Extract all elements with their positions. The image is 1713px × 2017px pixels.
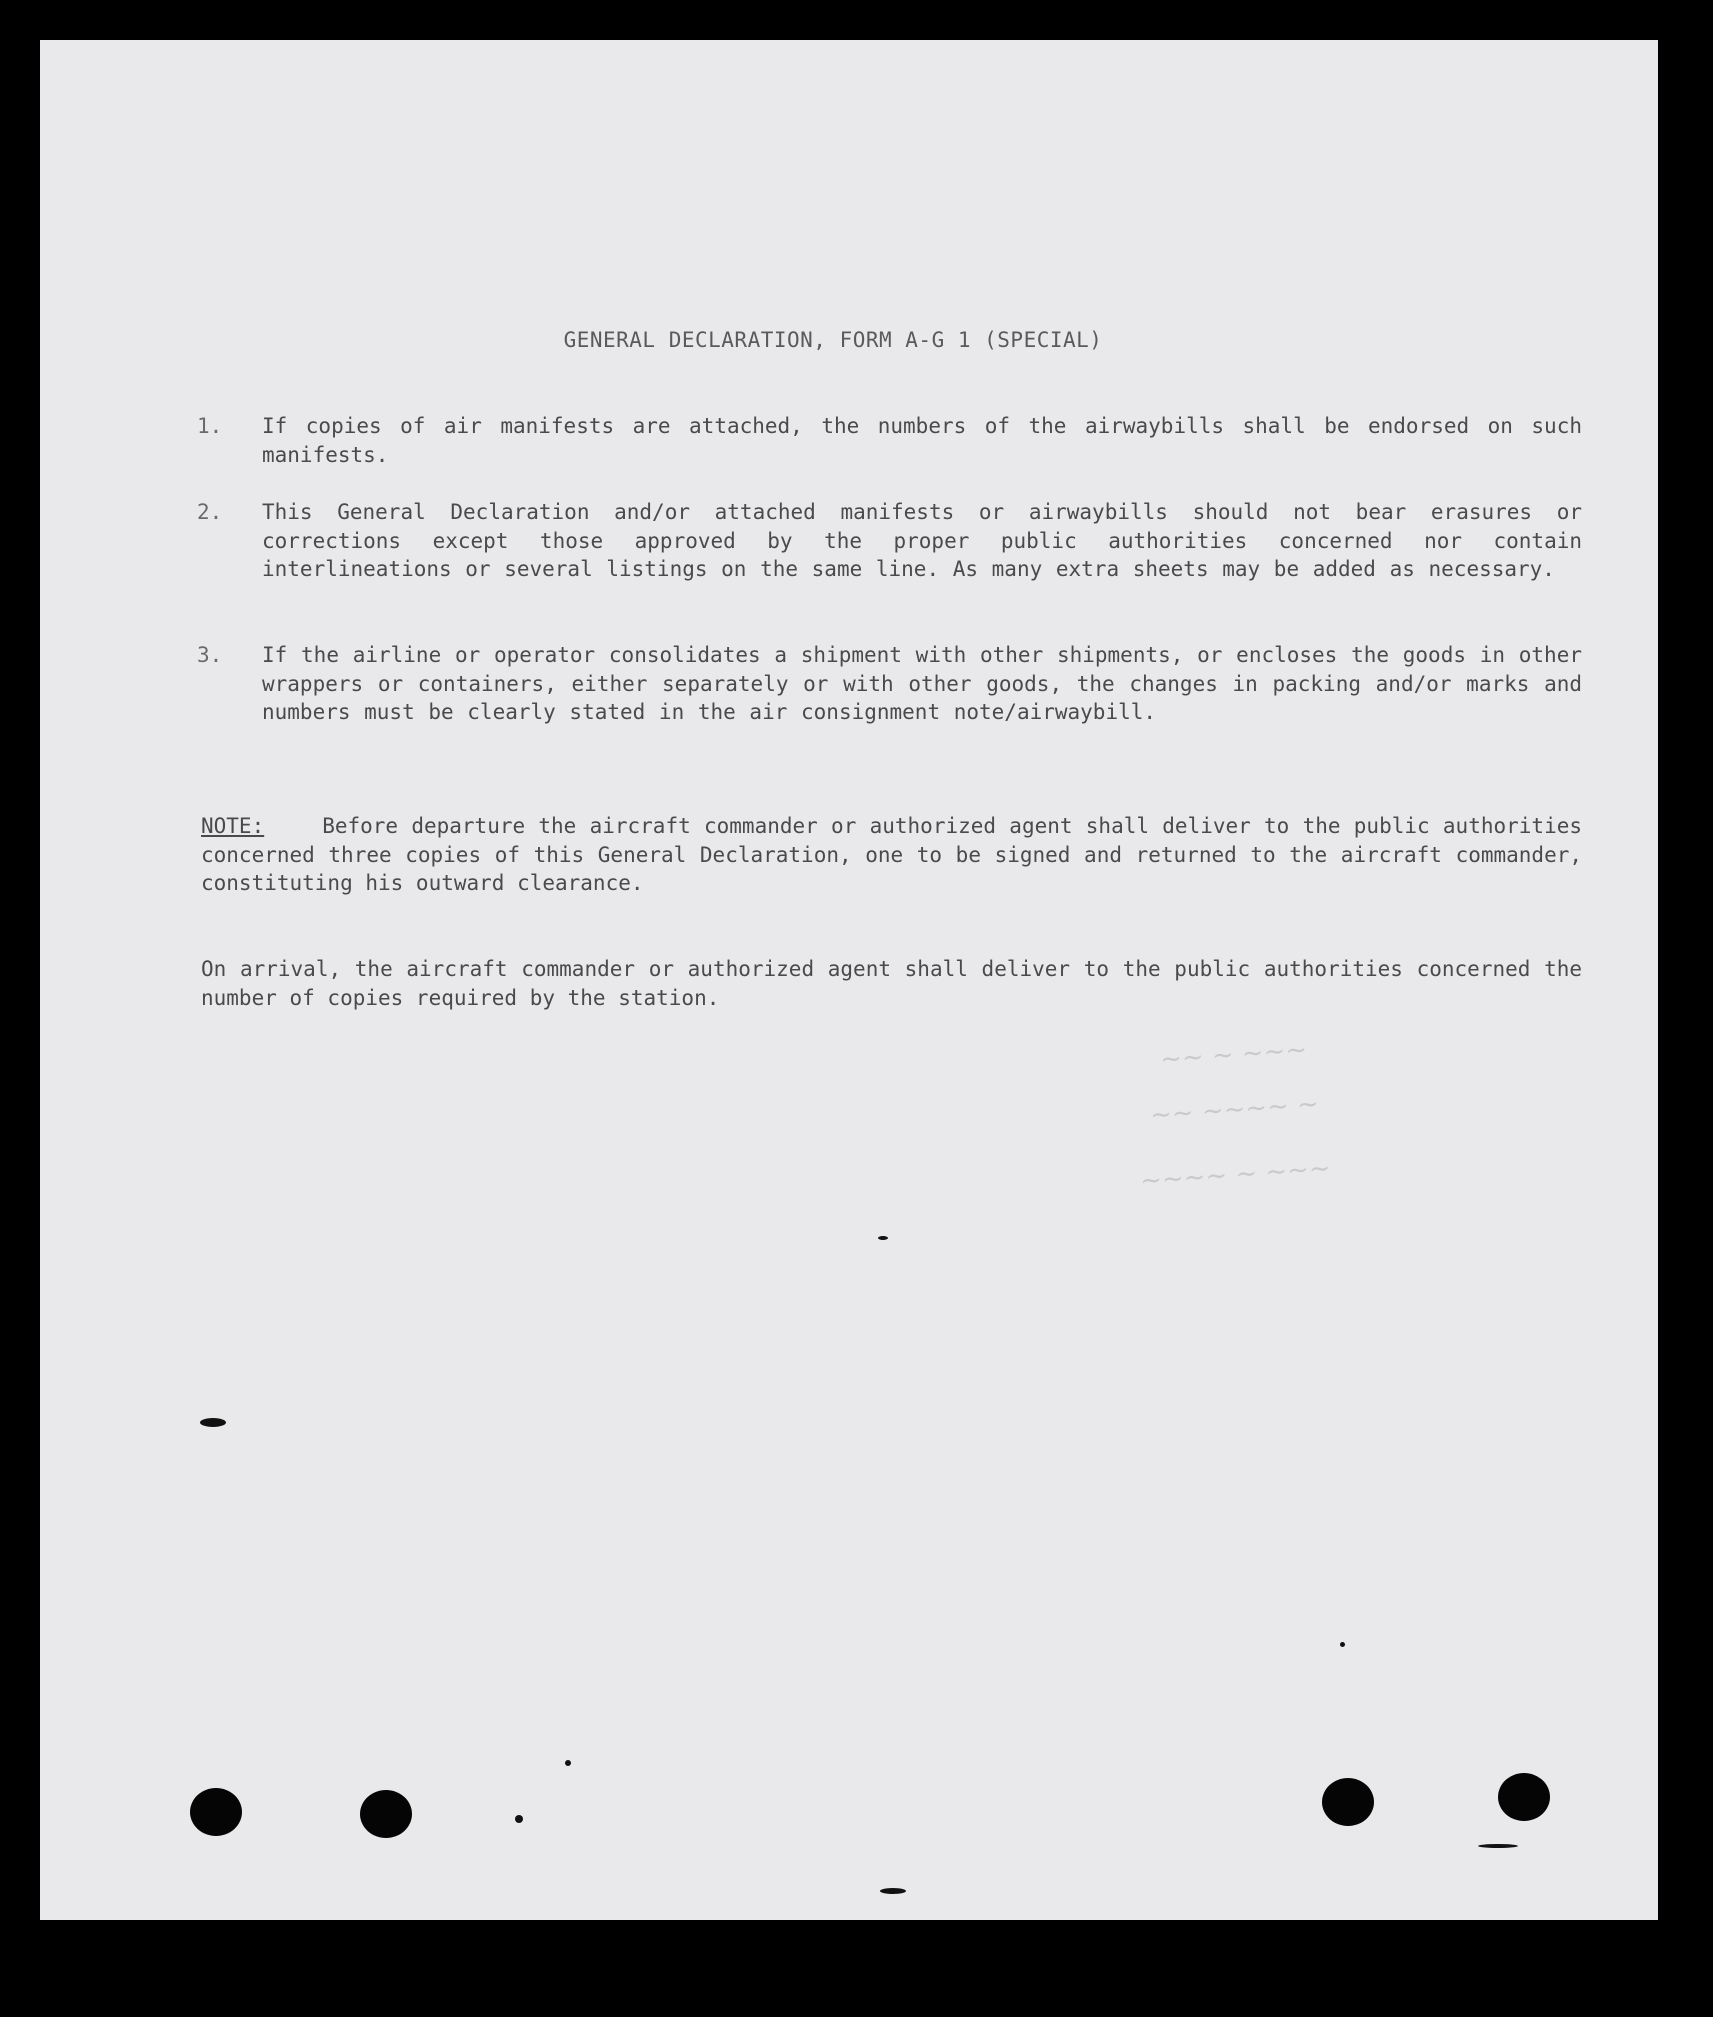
document-page xyxy=(40,40,1658,1920)
punch-hole xyxy=(360,1790,412,1838)
note-label: NOTE: xyxy=(201,814,265,838)
list-item-number: 3. xyxy=(197,643,223,667)
ink-speck xyxy=(200,1418,226,1427)
ink-speck xyxy=(1340,1642,1345,1647)
bleed-through-handwriting: ~~~~ ~ ~~~ xyxy=(1139,1153,1332,1197)
ink-speck xyxy=(880,1888,906,1894)
arrival-paragraph: On arrival, the aircraft commander or authorized agent shall deliver to the public authorities concerned the number of copies required by the station. xyxy=(201,957,1582,1010)
list-item-3 xyxy=(197,641,1582,727)
punch-hole xyxy=(190,1788,242,1836)
list-item-number: 1. xyxy=(197,414,223,438)
list-item-2 xyxy=(197,498,1582,584)
list-item-number: 2. xyxy=(197,500,223,524)
ink-speck xyxy=(515,1815,523,1823)
list-item-text: This General Declaration and/or attached manifests or airwaybills should not bear erasures or corrections except those approved by the proper public authorities concerned nor contain interlineations or several listings on the same line. As many extra sheets may be added as necessary. xyxy=(262,500,1582,581)
document-title: GENERAL DECLARATION, FORM A-G 1 (SPECIAL) xyxy=(563,328,1103,352)
punch-hole xyxy=(1322,1778,1374,1826)
bleed-through-handwriting: ~~ ~ ~~~ xyxy=(1159,1034,1309,1076)
list-item-1 xyxy=(197,412,1582,469)
punch-hole xyxy=(1498,1773,1550,1821)
ink-speck xyxy=(878,1236,888,1240)
note-text: Before departure the aircraft commander or authorized agent shall deliver to the public authorities concerned three copies of this General Declaration, one to be signed and returned to the aircraft commander, constituting his outward clearance. xyxy=(201,814,1582,895)
note-paragraph xyxy=(201,812,1582,898)
ink-speck xyxy=(1478,1844,1518,1848)
list-item-text: If copies of air manifests are attached, the numbers of the airwaybills shall be endorsed on such manifests. xyxy=(262,414,1582,467)
bleed-through-handwriting: ~~ ~~~~ ~ xyxy=(1149,1089,1320,1131)
list-item-text: If the airline or operator consolidates a shipment with other shipments, or encloses the goods in other wrappers or containers, either separately or with other goods, the changes in packing and/or marks and numbers must be clearly stated in the air consignment note/airwaybill. xyxy=(262,643,1582,724)
ink-speck xyxy=(565,1760,571,1766)
